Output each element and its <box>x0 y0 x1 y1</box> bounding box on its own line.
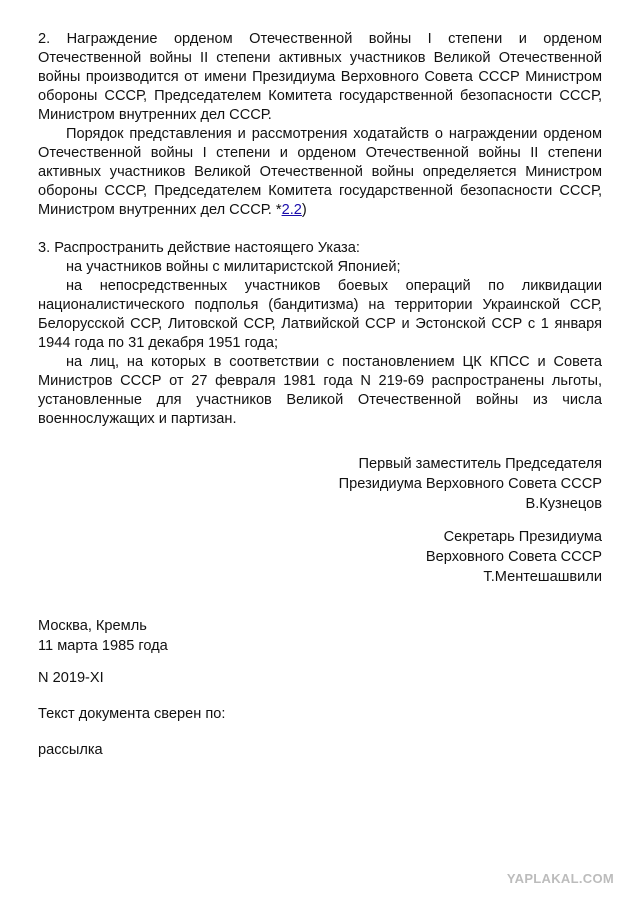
signature-block-secretary <box>302 527 602 587</box>
document-number: N 2019-XI <box>38 670 104 686</box>
closing-paren: ) <box>301 202 307 218</box>
verification-note: Текст документа сверен по: <box>38 706 226 722</box>
section-2-paragraph-2 <box>38 125 602 220</box>
date: 11 марта 1985 года <box>38 638 168 654</box>
place-and-date <box>38 616 168 656</box>
signature-name: Т.Ментешашвили <box>483 569 602 585</box>
spacer <box>38 220 602 239</box>
section-3-item-1: на участников войны с милитаристской Японией; <box>66 259 401 275</box>
signature-title-line-2: Верховного Совета СССР <box>425 549 602 565</box>
signature-name: В.Кузнецов <box>525 496 602 512</box>
signature-title-line-2: Президиума Верховного Совета СССР <box>338 476 602 492</box>
section-3-item-2: на непосредственных участников боевых операций по ликвидации националистического подполья (бандитизма) на территории Украинской ССР, Белорусской ССР, Литовской ССР, Латвийской ССР и Эстонской ССР с 1 января 1944 года по 31 декабря 1951 года; <box>38 278 602 351</box>
place: Москва, Кремль <box>38 618 147 634</box>
section-3-intro: 3. Распространить действие настоящего Указа: <box>38 240 360 256</box>
signature-title-line-1: Первый заместитель Председателя <box>358 456 602 472</box>
document-body <box>38 30 602 429</box>
section-3-item-3: на лиц, на которых в соответствии с постановлением ЦК КПСС и Совета Министров СССР от 27 февраля 1981 года N 219-69 распространены льготы, установленные для участников Великой Отечественной войны из числа военнослужащих и партизан. <box>38 354 602 427</box>
section-2-paragraph-1: 2. Награждение орденом Отечественной войны I степени и орденом Отечественной войны II степени активных участников Великой Отечественной войны производится от имени Президиума Верховного Совета СССР Министром обороны СССР, Председателем Комитета государственной безопасности СССР, Министром внутренних дел СССР. <box>38 31 602 123</box>
reference-link[interactable]: 2.2 <box>281 202 302 218</box>
watermark-logo: YAPLAKAL.COM <box>506 871 614 886</box>
section-2-paragraph-2-text: Порядок представления и рассмотрения ходатайств о награждении орденом Отечественной войны I степени и орденом Отечественной войны II степени активных участников Великой Отечественной войны определяется Министром обороны СССР, Председателем Комитета государственной безопасности СССР, Министром внутренних дел СССР. * <box>38 126 602 218</box>
verification-source: рассылка <box>38 742 103 758</box>
signature-title-line-1: Секретарь Президиума <box>443 529 602 545</box>
signature-block-first-deputy <box>302 454 602 514</box>
